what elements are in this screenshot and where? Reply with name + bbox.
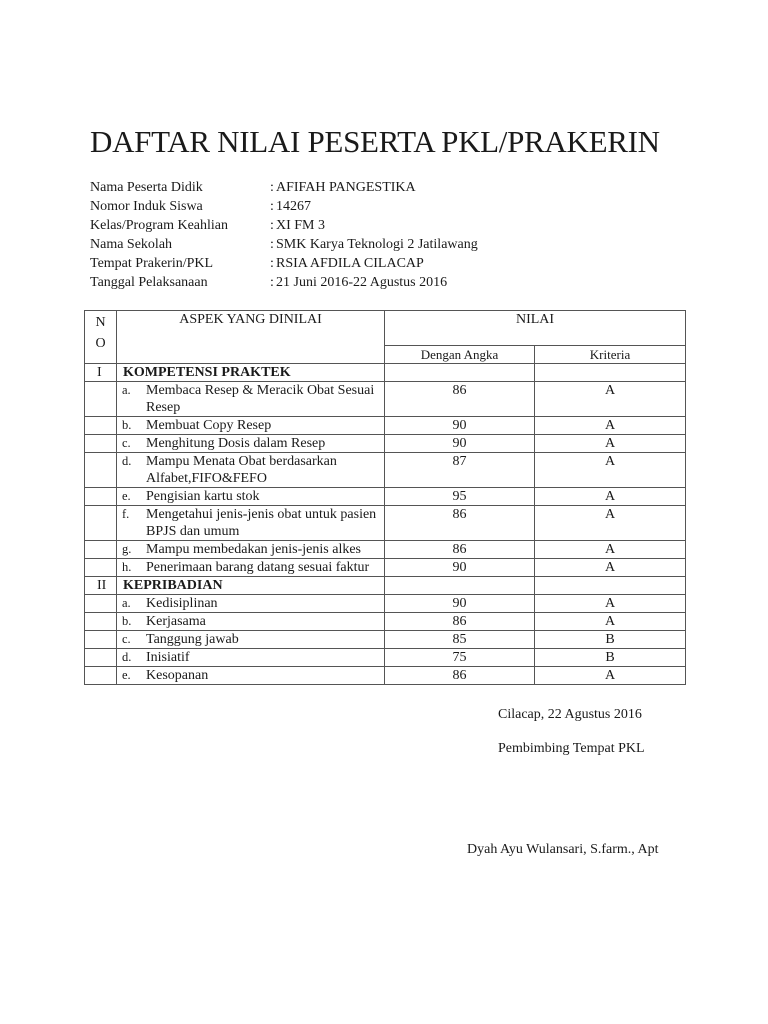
- aspect-cell: [117, 506, 385, 541]
- grade-cell: A: [535, 613, 686, 631]
- table-row: [85, 559, 686, 577]
- empty-cell: [85, 506, 117, 541]
- section-row: [85, 364, 686, 382]
- grade-cell: A: [535, 417, 686, 435]
- table-row: [85, 435, 686, 453]
- item-letter: e.: [122, 668, 131, 682]
- info-label: Nama Sekolah: [90, 237, 173, 252]
- table-row: [85, 667, 686, 685]
- table-row: [85, 453, 686, 488]
- table-row: [85, 488, 686, 506]
- grade-cell: B: [535, 649, 686, 667]
- table-header-row: [85, 311, 686, 346]
- info-colon: :: [270, 256, 274, 271]
- score-cell: 90: [385, 559, 535, 577]
- info-label: Nama Peserta Didik: [90, 180, 203, 195]
- header-aspek: ASPEK YANG DINILAI: [117, 311, 385, 364]
- aspect-cell: [117, 595, 385, 613]
- signature-name: Dyah Ayu Wulansari, S.farm., Apt: [467, 842, 659, 857]
- item-aspect: Pengisian kartu stok: [146, 489, 260, 504]
- empty-cell: [85, 631, 117, 649]
- item-letter: d.: [122, 454, 132, 468]
- empty-cell: [85, 667, 117, 685]
- empty-cell: [85, 453, 117, 488]
- item-aspect: Kesopanan: [146, 668, 209, 683]
- empty-cell: [85, 595, 117, 613]
- grade-cell: A: [535, 435, 686, 453]
- table-row: [85, 541, 686, 559]
- table-row: [85, 382, 686, 417]
- score-cell: 86: [385, 506, 535, 541]
- section-number: II: [85, 577, 117, 595]
- score-cell: 86: [385, 613, 535, 631]
- signature-place-date: Cilacap, 22 Agustus 2016: [498, 707, 642, 722]
- aspect-cell: [117, 613, 385, 631]
- item-aspect: Membaca Resep & Meracik Obat Sesuai Resep: [146, 383, 375, 415]
- score-cell: 86: [385, 667, 535, 685]
- score-cell: 86: [385, 382, 535, 417]
- table-row: [85, 631, 686, 649]
- item-letter: c.: [122, 632, 131, 646]
- info-label: Tempat Prakerin/PKL: [90, 256, 214, 271]
- info-value: SMK Karya Teknologi 2 Jatilawang: [276, 237, 478, 252]
- item-letter: b.: [122, 614, 132, 628]
- item-aspect: Mampu membedakan jenis-jenis alkes: [146, 542, 361, 557]
- empty-cell: [85, 541, 117, 559]
- info-row: [90, 216, 478, 235]
- grade-cell: A: [535, 453, 686, 488]
- info-row: [90, 254, 478, 273]
- info-row: [90, 235, 478, 254]
- document-title: DAFTAR NILAI PESERTA PKL/PRAKERIN: [90, 124, 660, 159]
- empty-cell: [85, 649, 117, 667]
- item-letter: d.: [122, 650, 132, 664]
- aspect-cell: [117, 488, 385, 506]
- aspect-cell: [117, 667, 385, 685]
- aspect-cell: [117, 417, 385, 435]
- table-row: [85, 649, 686, 667]
- item-aspect: Penerimaan barang datang sesuai faktur: [146, 560, 370, 575]
- item-aspect: Tanggung jawab: [146, 632, 239, 647]
- score-cell: 90: [385, 595, 535, 613]
- info-value: AFIFAH PANGESTIKA: [276, 180, 416, 195]
- aspect-cell: [117, 453, 385, 488]
- grade-cell: A: [535, 595, 686, 613]
- empty-cell: [385, 577, 535, 595]
- empty-cell: [385, 364, 535, 382]
- aspect-cell: [117, 382, 385, 417]
- info-colon: :: [270, 180, 274, 195]
- score-cell: 87: [385, 453, 535, 488]
- aspect-cell: [117, 559, 385, 577]
- table-row: [85, 613, 686, 631]
- item-aspect: Menghitung Dosis dalam Resep: [146, 436, 326, 451]
- empty-cell: [85, 435, 117, 453]
- grade-cell: A: [535, 541, 686, 559]
- aspect-cell: [117, 435, 385, 453]
- empty-cell: [85, 613, 117, 631]
- item-letter: b.: [122, 418, 132, 432]
- score-cell: 85: [385, 631, 535, 649]
- table-row: [85, 506, 686, 541]
- info-label: Kelas/Program Keahlian: [90, 218, 229, 233]
- item-letter: a.: [122, 383, 131, 397]
- header-no: N O: [85, 311, 117, 364]
- item-aspect: Inisiatif: [146, 650, 190, 665]
- score-cell: 95: [385, 488, 535, 506]
- info-row: [90, 197, 478, 216]
- empty-cell: [85, 559, 117, 577]
- signature-role: Pembimbing Tempat PKL: [498, 741, 645, 756]
- empty-cell: [85, 417, 117, 435]
- item-letter: f.: [122, 507, 130, 521]
- item-aspect: Mampu Menata Obat berdasarkan Alfabet,FIFO&FEFO: [146, 454, 337, 486]
- info-label: Tanggal Pelaksanaan: [90, 275, 208, 290]
- info-colon: :: [270, 199, 274, 214]
- grade-cell: A: [535, 488, 686, 506]
- student-info: [90, 178, 478, 292]
- empty-cell: [535, 364, 686, 382]
- info-colon: :: [270, 218, 274, 233]
- header-dengan-angka: Dengan Angka: [385, 346, 535, 364]
- score-cell: 86: [385, 541, 535, 559]
- empty-cell: [535, 577, 686, 595]
- item-aspect: Membuat Copy Resep: [146, 418, 272, 433]
- grade-cell: A: [535, 382, 686, 417]
- info-value: XI FM 3: [276, 218, 326, 233]
- item-aspect: Kedisiplinan: [146, 596, 218, 611]
- aspect-cell: [117, 541, 385, 559]
- header-kriteria: Kriteria: [535, 346, 686, 364]
- grade-cell: B: [535, 631, 686, 649]
- info-colon: :: [270, 237, 274, 252]
- table-row: [85, 417, 686, 435]
- item-letter: g.: [122, 542, 132, 556]
- item-letter: e.: [122, 489, 131, 503]
- table-row: [85, 595, 686, 613]
- score-cell: 90: [385, 435, 535, 453]
- info-row: [90, 178, 478, 197]
- section-row: [85, 577, 686, 595]
- item-letter: a.: [122, 596, 131, 610]
- grade-cell: A: [535, 559, 686, 577]
- info-row: [90, 273, 478, 292]
- empty-cell: [85, 488, 117, 506]
- info-value: 21 Juni 2016-22 Agustus 2016: [276, 275, 448, 290]
- item-aspect: Kerjasama: [146, 614, 206, 629]
- item-aspect: Mengetahui jenis-jenis obat untuk pasien BPJS dan umum: [146, 507, 377, 539]
- aspect-cell: [117, 631, 385, 649]
- header-nilai: NILAI: [385, 311, 686, 346]
- grades-table: [84, 310, 686, 685]
- grade-cell: A: [535, 667, 686, 685]
- section-number: I: [85, 364, 117, 382]
- grade-cell: A: [535, 506, 686, 541]
- item-letter: h.: [122, 560, 132, 574]
- score-cell: 75: [385, 649, 535, 667]
- aspect-cell: [117, 649, 385, 667]
- empty-cell: [85, 382, 117, 417]
- item-letter: c.: [122, 436, 131, 450]
- section-title: KOMPETENSI PRAKTEK: [117, 364, 385, 382]
- score-cell: 90: [385, 417, 535, 435]
- info-value: 14267: [276, 199, 311, 214]
- info-value: RSIA AFDILA CILACAP: [276, 256, 424, 271]
- section-title: KEPRIBADIAN: [117, 577, 385, 595]
- info-colon: :: [270, 275, 274, 290]
- info-label: Nomor Induk Siswa: [90, 199, 203, 214]
